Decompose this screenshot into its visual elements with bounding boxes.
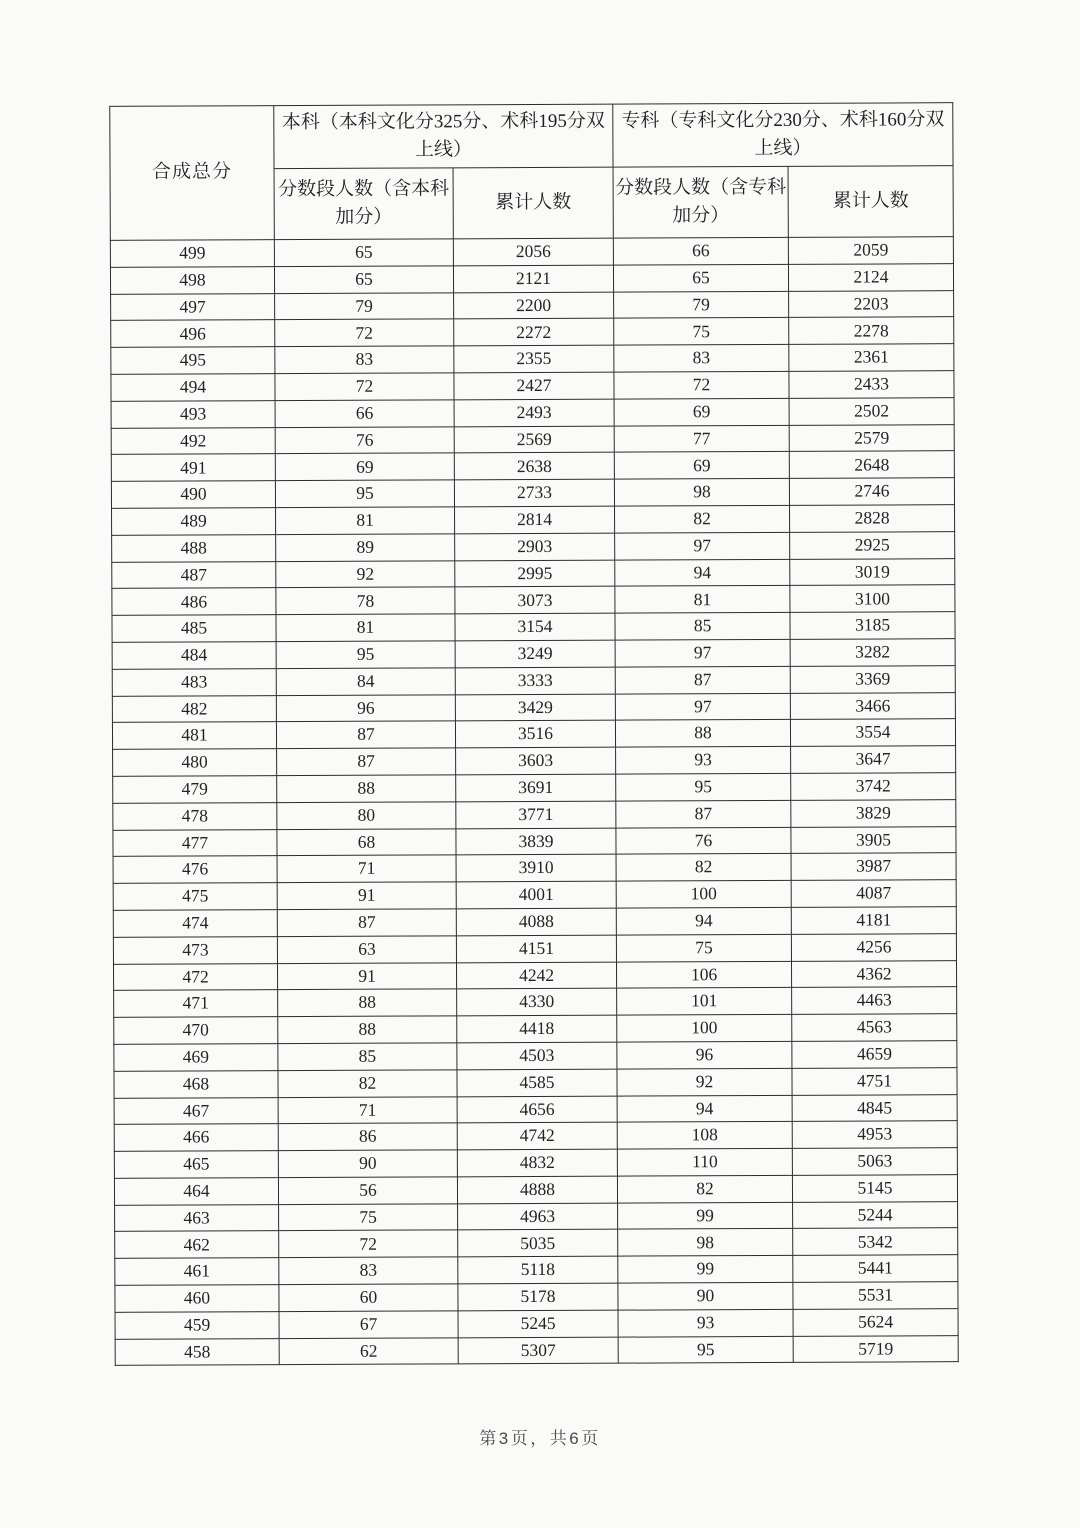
table-row	[111, 397, 954, 427]
table-row	[115, 1335, 958, 1365]
table-row	[111, 424, 954, 454]
table-cell: 75	[616, 934, 791, 962]
table-cell: 80	[277, 802, 456, 830]
table-cell: 71	[277, 855, 456, 883]
table-cell: 82	[617, 1175, 792, 1203]
table-cell: 106	[617, 961, 792, 989]
table-cell: 82	[278, 1070, 457, 1098]
table-cell: 2361	[789, 344, 954, 372]
table-cell: 78	[276, 587, 455, 615]
table-cell: 495	[111, 347, 275, 375]
table-cell: 88	[277, 775, 456, 803]
table-cell: 2569	[454, 426, 614, 453]
table-cell: 95	[275, 480, 454, 508]
table-cell: 473	[113, 936, 277, 964]
table-cell: 468	[114, 1070, 278, 1098]
table-cell: 462	[115, 1231, 279, 1259]
table-row	[111, 344, 954, 374]
table-cell: 81	[276, 614, 455, 642]
table-cell: 2995	[455, 560, 615, 587]
table-cell: 479	[113, 776, 277, 804]
table-cell: 4256	[791, 933, 956, 961]
table-row	[113, 746, 956, 776]
table-cell: 85	[278, 1043, 457, 1071]
table-cell: 3249	[455, 640, 615, 667]
table-row	[115, 1228, 958, 1258]
table-cell: 69	[614, 398, 789, 426]
table-cell: 60	[279, 1284, 458, 1312]
table-cell: 496	[111, 320, 275, 348]
table-cell: 65	[274, 239, 453, 267]
table-cell: 487	[112, 561, 276, 589]
table-cell: 4242	[456, 962, 616, 989]
table-row	[112, 665, 955, 695]
table-cell: 91	[277, 962, 456, 990]
table-cell: 100	[617, 1014, 792, 1042]
table-cell: 3691	[456, 774, 616, 801]
table-cell: 486	[112, 588, 276, 616]
table-cell: 98	[614, 479, 789, 507]
table-cell: 465	[114, 1151, 278, 1179]
table-cell: 72	[279, 1230, 458, 1258]
header-benke-segment-count: 分数段人数（含本科加分）	[274, 168, 453, 240]
table-cell: 67	[279, 1311, 458, 1339]
table-cell: 75	[614, 318, 789, 346]
header-zhuanke-segment-count: 分数段人数（含专科加分）	[613, 166, 788, 238]
table-cell: 4330	[457, 988, 617, 1015]
table-row	[114, 1121, 957, 1151]
table-cell: 3019	[790, 558, 955, 586]
table-cell: 481	[112, 722, 276, 750]
header-row-groups	[110, 103, 953, 170]
table-cell: 69	[614, 452, 789, 480]
table-cell: 101	[617, 988, 792, 1016]
table-row	[114, 1067, 957, 1097]
table-row	[115, 1282, 958, 1312]
table-row	[115, 1201, 958, 1231]
table-row	[113, 933, 956, 963]
table-cell: 3987	[791, 853, 956, 881]
table-cell: 5531	[793, 1282, 958, 1310]
table-cell: 76	[616, 827, 791, 855]
table-cell: 3742	[791, 773, 956, 801]
table-cell: 85	[615, 613, 790, 641]
table-cell: 82	[615, 505, 790, 533]
table-cell: 491	[111, 454, 275, 482]
table-cell: 4001	[456, 881, 616, 908]
table-cell: 3647	[791, 746, 956, 774]
table-cell: 79	[275, 292, 454, 320]
table-row	[114, 1175, 957, 1205]
table-cell: 83	[614, 345, 789, 373]
table-cell: 65	[613, 264, 788, 292]
table-cell: 94	[617, 1095, 792, 1123]
table-row	[111, 317, 954, 347]
table-row	[114, 1094, 957, 1124]
table-cell: 108	[617, 1122, 792, 1150]
table-row	[111, 290, 954, 320]
table-cell: 5342	[793, 1228, 958, 1256]
table-cell: 87	[277, 909, 456, 937]
table-cell: 4659	[792, 1041, 957, 1069]
table-cell: 4832	[457, 1149, 617, 1176]
table-row	[115, 1309, 958, 1339]
page-number-footer: 第3页，共6页	[479, 1429, 601, 1448]
table-cell: 2272	[454, 319, 614, 346]
table-cell: 79	[614, 291, 789, 319]
table-cell: 5244	[793, 1201, 958, 1229]
table-cell: 3603	[456, 747, 616, 774]
table-cell: 3154	[455, 613, 615, 640]
table-cell: 472	[113, 963, 277, 991]
table-cell: 72	[614, 371, 789, 399]
table-row	[110, 237, 953, 267]
table-cell: 459	[115, 1311, 279, 1339]
table-cell: 463	[115, 1204, 279, 1232]
header-benke-cumulative: 累计人数	[453, 167, 613, 239]
table-cell: 2638	[454, 453, 614, 480]
table-cell: 4503	[457, 1042, 617, 1069]
table-cell: 467	[114, 1097, 278, 1125]
table-cell: 2203	[789, 290, 954, 318]
table-row	[113, 907, 956, 937]
table-row	[115, 1255, 958, 1285]
table-cell: 475	[113, 883, 277, 911]
table-cell: 4953	[792, 1121, 957, 1149]
table-cell: 68	[277, 828, 456, 856]
table-row	[112, 612, 955, 642]
table-cell: 485	[112, 615, 276, 643]
table-cell: 99	[618, 1202, 793, 1230]
table-cell: 95	[276, 641, 455, 669]
table-cell: 3771	[456, 801, 616, 828]
table-row	[112, 585, 955, 615]
table-cell: 492	[111, 427, 275, 455]
score-table-body	[110, 237, 958, 1366]
table-row	[113, 799, 956, 829]
table-cell: 87	[277, 748, 456, 776]
table-cell: 3429	[455, 694, 615, 721]
table-cell: 3466	[790, 692, 955, 720]
table-cell: 3829	[791, 799, 956, 827]
table-cell: 94	[616, 907, 791, 935]
table-cell: 5035	[458, 1230, 618, 1257]
table-cell: 2121	[453, 265, 613, 292]
table-cell: 3905	[791, 826, 956, 854]
table-cell: 87	[276, 721, 455, 749]
table-cell: 90	[278, 1150, 457, 1178]
header-benke-group: 本科（本科文化分325分、术科195分双上线）	[274, 104, 613, 168]
table-cell: 469	[114, 1044, 278, 1072]
table-cell: 466	[114, 1124, 278, 1152]
table-cell: 72	[275, 319, 454, 347]
table-cell: 2427	[454, 372, 614, 399]
table-cell: 2059	[788, 237, 953, 265]
table-cell: 2502	[789, 397, 954, 425]
table-cell: 66	[275, 400, 454, 428]
table-cell: 82	[616, 854, 791, 882]
table-row	[113, 880, 956, 910]
table-cell: 2579	[789, 424, 954, 452]
table-cell: 72	[275, 373, 454, 401]
table-row	[111, 478, 954, 508]
table-cell: 3073	[455, 587, 615, 614]
table-cell: 2903	[455, 533, 615, 560]
table-cell: 76	[275, 426, 454, 454]
table-cell: 488	[112, 534, 276, 562]
table-cell: 461	[115, 1258, 279, 1286]
table-cell: 4463	[792, 987, 957, 1015]
table-cell: 94	[615, 559, 790, 587]
table-cell: 2355	[454, 345, 614, 372]
table-cell: 4888	[457, 1176, 617, 1203]
table-cell: 498	[110, 266, 274, 294]
table-cell: 83	[275, 346, 454, 374]
header-composite-score: 合成总分	[110, 106, 275, 241]
table-cell: 4362	[792, 960, 957, 988]
table-cell: 5441	[793, 1255, 958, 1283]
table-cell: 65	[274, 266, 453, 294]
score-distribution-table	[109, 102, 959, 1366]
table-row	[111, 451, 954, 481]
table-cell: 4563	[792, 1014, 957, 1042]
table-cell: 4181	[791, 907, 956, 935]
table-row	[114, 1014, 957, 1044]
table-cell: 2200	[454, 292, 614, 319]
table-row	[114, 1148, 957, 1178]
table-cell: 5178	[458, 1283, 618, 1310]
table-cell: 497	[111, 293, 275, 321]
table-cell: 75	[279, 1204, 458, 1232]
table-cell: 3282	[790, 639, 955, 667]
table-cell: 484	[112, 642, 276, 670]
table-cell: 2746	[789, 478, 954, 506]
table-cell: 88	[278, 989, 457, 1017]
table-cell: 69	[275, 453, 454, 481]
table-cell: 88	[615, 720, 790, 748]
table-cell: 3100	[790, 585, 955, 613]
table-cell: 91	[277, 882, 456, 910]
table-cell: 2056	[453, 238, 613, 265]
table-cell: 90	[618, 1282, 793, 1310]
table-cell: 483	[112, 668, 276, 696]
table-cell: 476	[113, 856, 277, 884]
table-cell: 478	[113, 802, 277, 830]
table-cell: 490	[111, 481, 275, 509]
table-cell: 2733	[454, 479, 614, 506]
table-cell: 2648	[789, 451, 954, 479]
table-cell: 2814	[455, 506, 615, 533]
table-cell: 482	[112, 695, 276, 723]
table-cell: 464	[114, 1178, 278, 1206]
table-cell: 56	[278, 1177, 457, 1205]
table-cell: 98	[618, 1229, 793, 1257]
table-cell: 62	[279, 1338, 458, 1366]
score-distribution-table-container	[109, 102, 957, 1366]
table-cell: 474	[113, 910, 277, 938]
table-cell: 81	[615, 586, 790, 614]
table-row	[112, 505, 955, 535]
table-row	[113, 773, 956, 803]
table-cell: 3554	[790, 719, 955, 747]
table-cell: 4742	[457, 1122, 617, 1149]
table-cell: 97	[615, 639, 790, 667]
table-cell: 3185	[790, 612, 955, 640]
table-cell: 87	[615, 666, 790, 694]
table-cell: 470	[114, 1017, 278, 1045]
table-cell: 5245	[458, 1310, 618, 1337]
table-cell: 4656	[457, 1096, 617, 1123]
table-cell: 458	[115, 1338, 279, 1366]
table-cell: 460	[115, 1285, 279, 1313]
table-cell: 2433	[789, 371, 954, 399]
table-cell: 4087	[791, 880, 956, 908]
table-header	[110, 103, 954, 241]
table-cell: 4418	[457, 1015, 617, 1042]
table-cell: 97	[615, 693, 790, 721]
table-cell: 71	[278, 1096, 457, 1124]
table-row	[113, 960, 956, 990]
table-row	[114, 1041, 957, 1071]
table-cell: 110	[617, 1148, 792, 1176]
table-cell: 5063	[792, 1148, 957, 1176]
table-cell: 477	[113, 829, 277, 857]
table-cell: 4151	[456, 935, 616, 962]
table-cell: 5307	[458, 1337, 618, 1364]
table-cell: 5719	[793, 1335, 958, 1363]
table-cell: 100	[616, 881, 791, 909]
table-cell: 2493	[454, 399, 614, 426]
table-cell: 4963	[458, 1203, 618, 1230]
table-row	[113, 853, 956, 883]
table-cell: 95	[618, 1336, 793, 1364]
table-cell: 5624	[793, 1309, 958, 1337]
table-cell: 81	[276, 507, 455, 535]
table-cell: 4088	[456, 908, 616, 935]
table-cell: 2278	[789, 317, 954, 345]
table-cell: 471	[114, 990, 278, 1018]
table-cell: 3910	[456, 854, 616, 881]
table-cell: 63	[277, 936, 456, 964]
table-cell: 494	[111, 374, 275, 402]
table-row	[112, 531, 955, 561]
table-cell: 480	[113, 749, 277, 777]
table-cell: 4845	[792, 1094, 957, 1122]
table-row	[112, 558, 955, 588]
table-cell: 2124	[788, 263, 953, 291]
table-cell: 96	[617, 1041, 792, 1069]
table-cell: 5118	[458, 1256, 618, 1283]
table-cell: 88	[278, 1016, 457, 1044]
table-cell: 66	[613, 237, 788, 265]
table-row	[111, 371, 954, 401]
table-cell: 93	[618, 1309, 793, 1337]
table-row	[114, 987, 957, 1017]
table-cell: 3333	[455, 667, 615, 694]
table-cell: 499	[110, 240, 274, 268]
table-row	[112, 719, 955, 749]
table-cell: 3839	[456, 828, 616, 855]
table-row	[113, 826, 956, 856]
table-cell: 489	[112, 508, 276, 536]
table-cell: 92	[276, 560, 455, 588]
table-cell: 77	[614, 425, 789, 453]
table-cell: 2925	[790, 531, 955, 559]
table-cell: 87	[616, 800, 791, 828]
table-cell: 93	[616, 747, 791, 775]
table-cell: 97	[615, 532, 790, 560]
table-row	[110, 263, 953, 293]
header-zhuanke-cumulative: 累计人数	[788, 166, 953, 238]
table-cell: 99	[618, 1256, 793, 1284]
table-cell: 4585	[457, 1069, 617, 1096]
header-zhuanke-group: 专科（专科文化分230分、术科160分双上线）	[613, 103, 953, 167]
table-cell: 3516	[455, 720, 615, 747]
table-row	[112, 692, 955, 722]
table-cell: 86	[278, 1123, 457, 1151]
table-cell: 4751	[792, 1067, 957, 1095]
table-cell: 3369	[790, 665, 955, 693]
table-cell: 493	[111, 400, 275, 428]
table-cell: 95	[616, 773, 791, 801]
table-cell: 89	[276, 534, 455, 562]
table-cell: 92	[617, 1068, 792, 1096]
table-cell: 96	[276, 694, 455, 722]
table-row	[112, 639, 955, 669]
table-cell: 5145	[792, 1175, 957, 1203]
table-cell: 84	[276, 668, 455, 696]
table-cell: 2828	[790, 505, 955, 533]
table-cell: 83	[279, 1257, 458, 1285]
